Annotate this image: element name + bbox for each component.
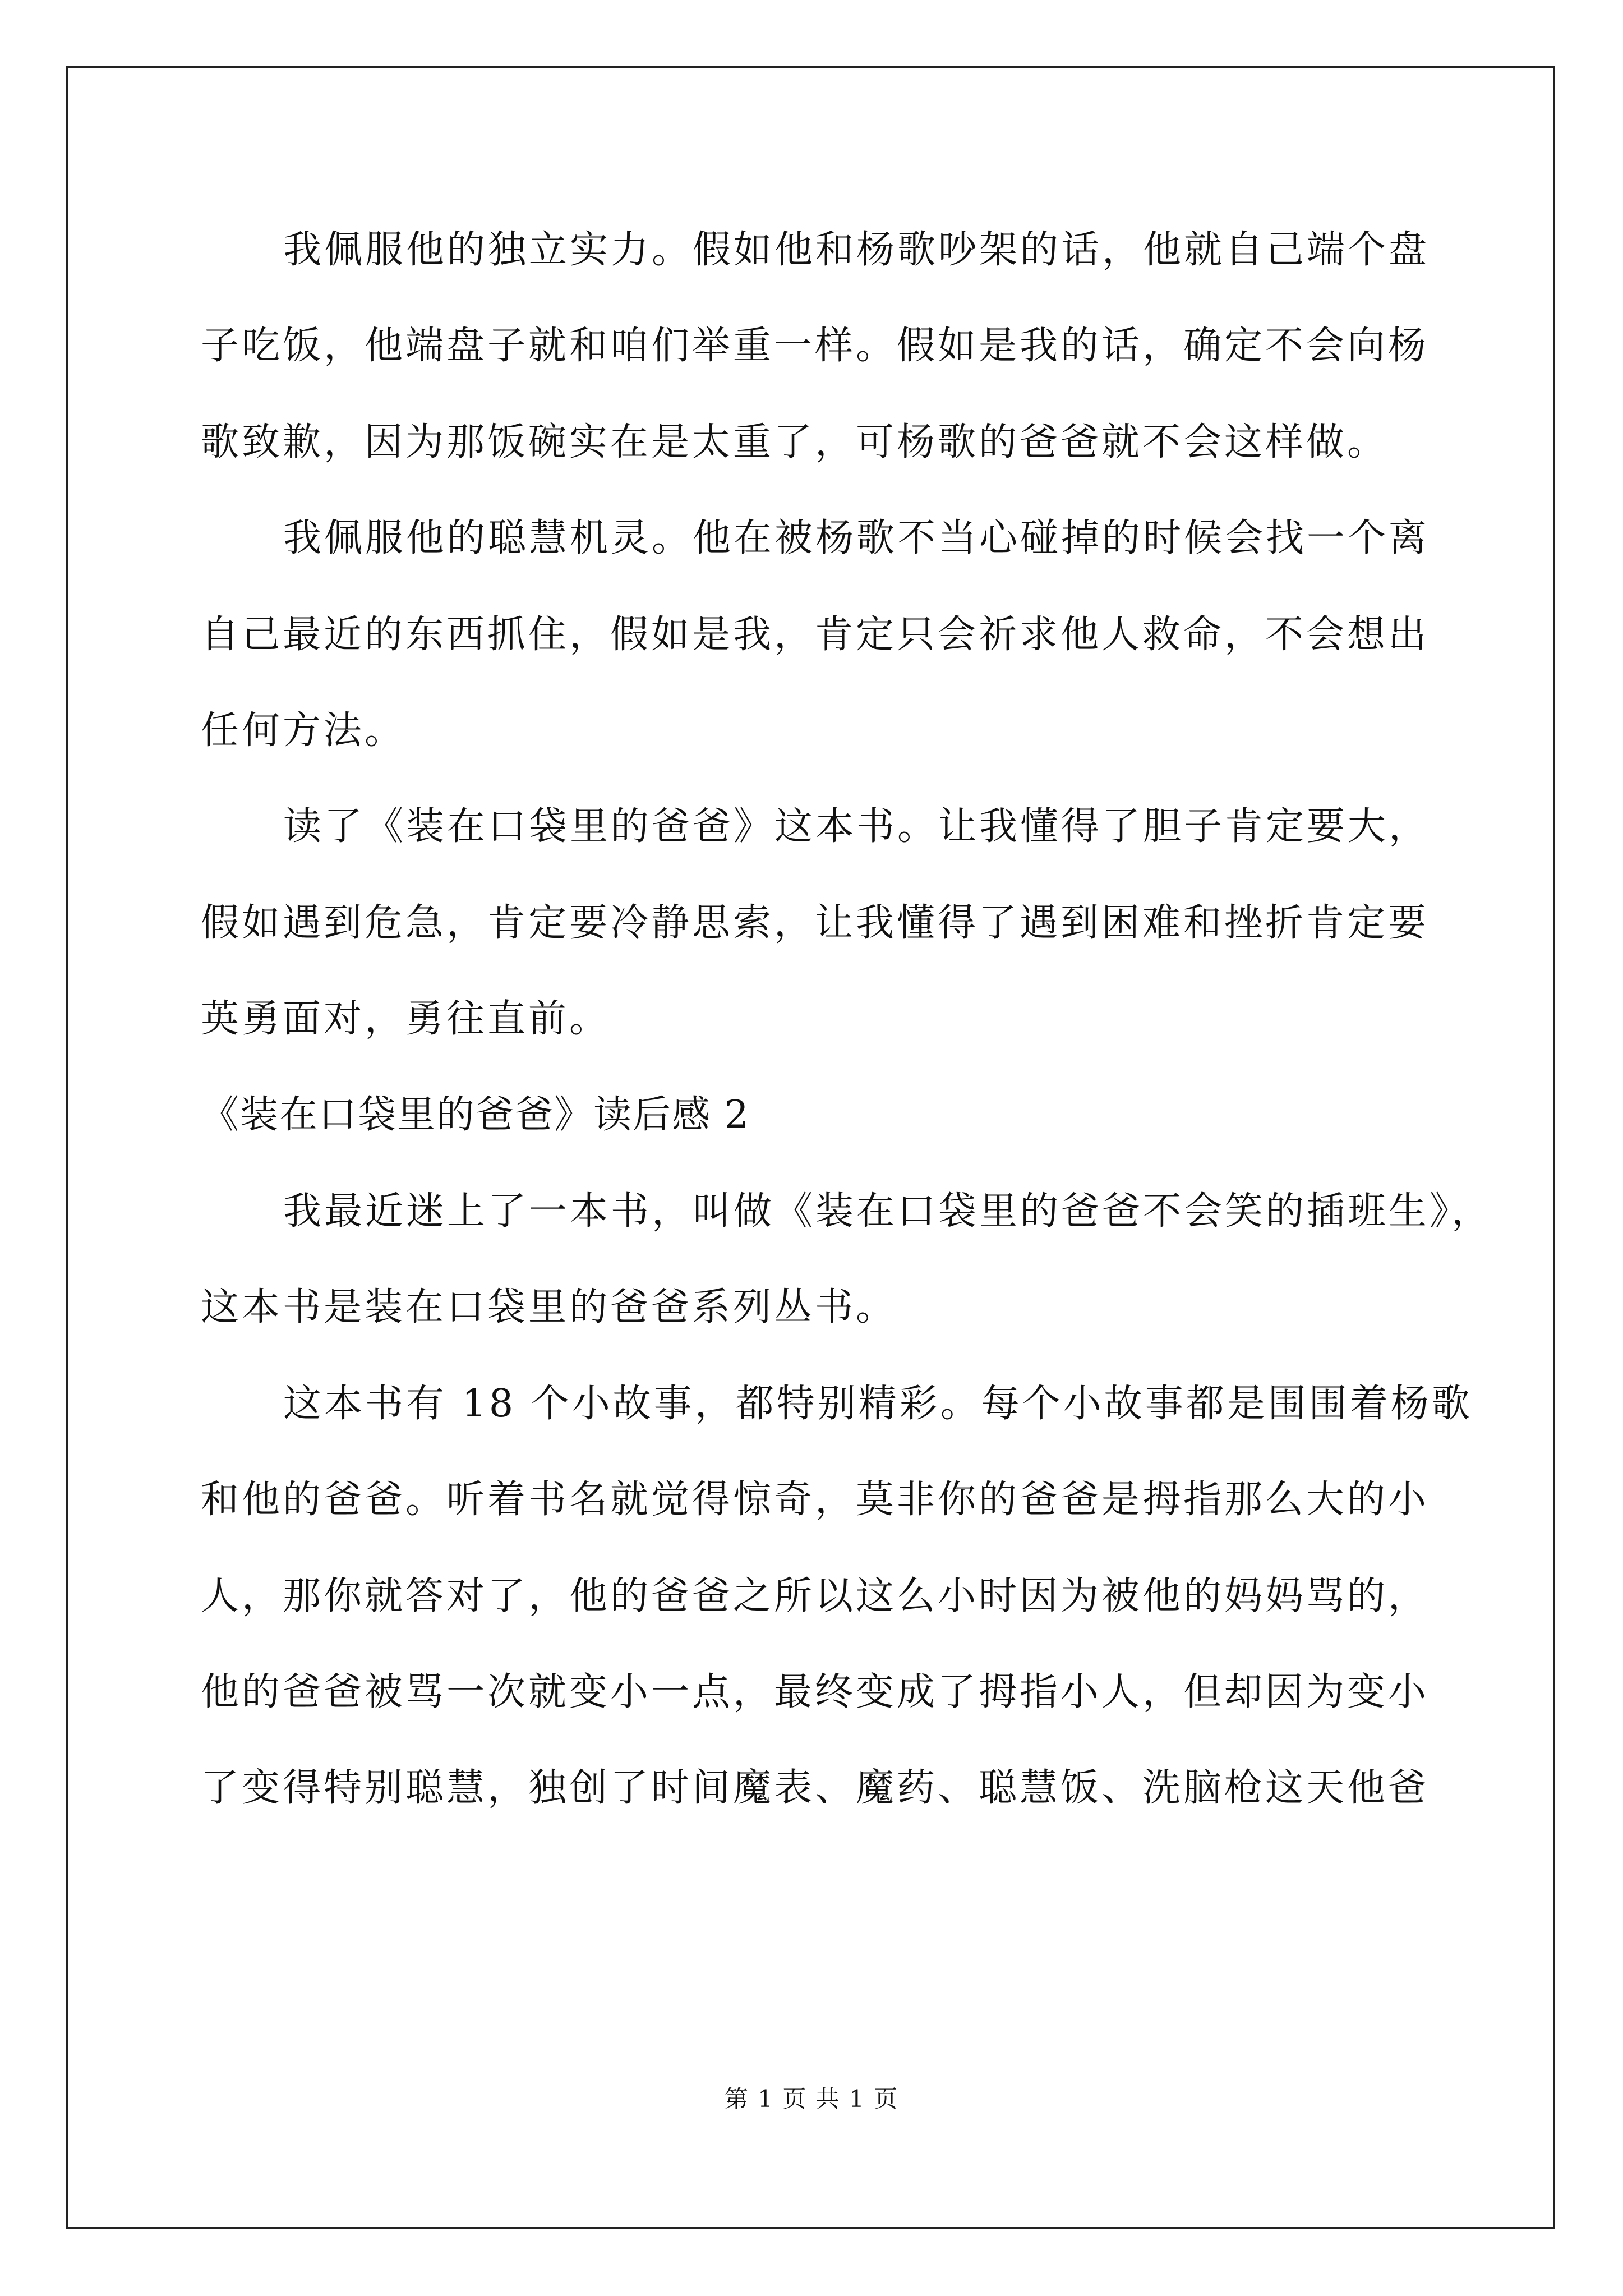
paragraph-4-line-1: 我最近迷上了一本书，叫做《装在口袋里的爸爸不会笑的插班生》， xyxy=(283,1189,1493,1234)
paragraph-2-line-1: 我佩服他的聪慧机灵。他在被杨歌不当心碰掉的时候会找一个离 xyxy=(283,516,1430,560)
paragraph-5-line-1: 这本书有 18 个小故事，都特别精彩。每个小故事都是围围着杨歌 xyxy=(283,1382,1473,1426)
paragraph-2-line-3: 任何方法。 xyxy=(201,708,406,753)
paragraph-3-line-3: 英勇面对，勇往直前。 xyxy=(201,997,611,1041)
paragraph-5-line-3: 人，那你就答对了，他的爸爸之所以这么小时因为被他的妈妈骂的， xyxy=(201,1574,1430,1618)
paragraph-5-line-4: 他的爸爸被骂一次就变小一点，最终变成了拇指小人，但却因为变小 xyxy=(201,1670,1430,1714)
paragraph-5-line-5: 了变得特别聪慧，独创了时间魔表、魔药、聪慧饭、洗脑枪这天他爸 xyxy=(201,1766,1430,1810)
paragraph-3-line-2: 假如遇到危急，肯定要冷静思索，让我懂得了遇到困难和挫折肯定要 xyxy=(201,901,1430,945)
page-border xyxy=(66,66,1555,2229)
paragraph-1-line-3: 歌致歉，因为那饭碗实在是太重了，可杨歌的爸爸就不会这样做。 xyxy=(201,420,1389,464)
paragraph-1-line-1: 我佩服他的独立实力。假如他和杨歌吵架的话，他就自己端个盘 xyxy=(283,228,1430,272)
section-heading: 《装在口袋里的爸爸》读后感 2 xyxy=(201,1093,750,1137)
page-number-footer: 第 1 页 共 1 页 xyxy=(724,2085,899,2113)
paragraph-5-line-2: 和他的爸爸。听着书名就觉得惊奇，莫非你的爸爸是拇指那么大的小 xyxy=(201,1478,1430,1522)
paragraph-2-line-2: 自己最近的东西抓住，假如是我，肯定只会祈求他人救命，不会想出 xyxy=(201,613,1430,657)
paragraph-3-line-1: 读了《装在口袋里的爸爸》这本书。让我懂得了胆子肯定要大， xyxy=(283,804,1430,849)
paragraph-4-line-2: 这本书是装在口袋里的爸爸系列丛书。 xyxy=(201,1285,897,1329)
paragraph-1-line-2: 子吃饭，他端盘子就和咱们举重一样。假如是我的话，确定不会向杨 xyxy=(201,324,1430,368)
